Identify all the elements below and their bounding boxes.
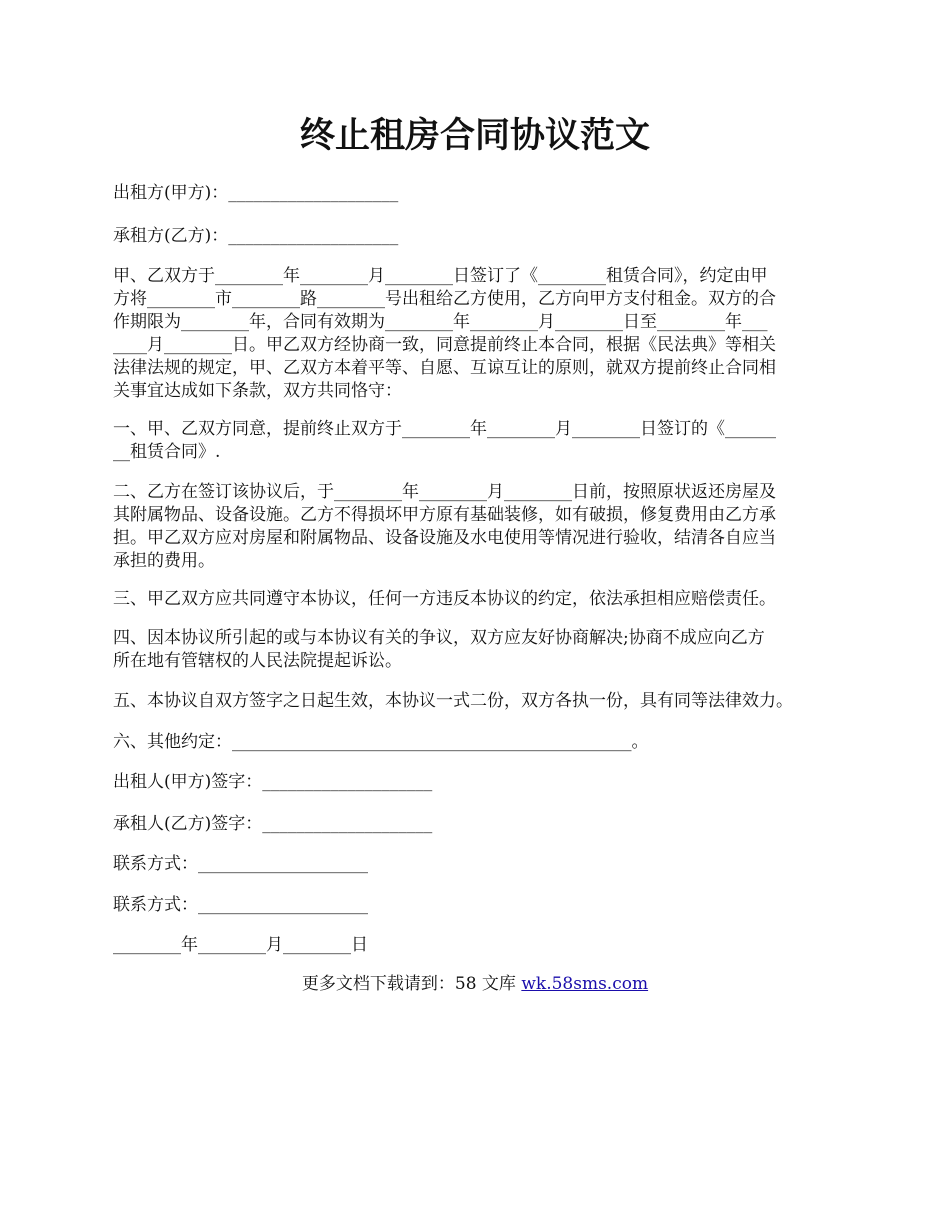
clause-2-line-4: 承担的费用。 bbox=[113, 551, 215, 571]
clause-6-other-terms: 六、其他约定：_______________________________________________。 bbox=[113, 732, 649, 752]
clause-4-line-2: 所在地有管辖权的人民法院提起诉讼。 bbox=[113, 651, 402, 671]
clause-4-line-1: 四、因本协议所引起的或与本协议有关的争议，双方应友好协商解决;协商不成应向乙方 bbox=[113, 628, 765, 648]
clause-2-line-1: 二、乙方在签订该协议后，于________年________月________日前，按照原状返还房屋及 bbox=[113, 482, 776, 502]
intro-line-2: 方将________市________路________号出租给乙方使用，乙方向甲方支付租金。双方的合 bbox=[113, 289, 776, 309]
intro-line-4: ____月________日。甲乙双方经协商一致，同意提前终止本合同，根据《民法典》等相关 bbox=[113, 335, 776, 355]
date-field: ________年________月________日 bbox=[113, 935, 368, 955]
intro-line-1: 甲、乙双方于________年________月________日签订了《________租赁合同》，约定由甲 bbox=[113, 266, 768, 286]
footer-link[interactable]: wk.58sms.com bbox=[521, 974, 649, 994]
intro-line-6: 关事宜达成如下条款，双方共同恪守： bbox=[113, 381, 402, 401]
clause-3: 三、甲乙双方应共同遵守本协议，任何一方违反本协议的约定，依法承担相应赔偿责任。 bbox=[113, 589, 776, 609]
clause-5: 五、本协议自双方签字之日起生效，本协议一式二份，双方各执一份，具有同等法律效力。 bbox=[113, 691, 793, 711]
intro-line-3: 作期限为________年，合同有效期为________年________月________日至________年___ bbox=[113, 312, 768, 332]
lessor-signature-field: 出租人(甲方)签字：____________________ bbox=[113, 772, 433, 792]
clause-2-line-3: 担。甲乙双方应对房屋和附属物品、设备设施及水电使用等情况进行验收，结清各自应当 bbox=[113, 528, 776, 548]
lessor-field: 出租方(甲方)：____________________ bbox=[113, 183, 399, 203]
contact-field-2: 联系方式：____________________ bbox=[113, 895, 368, 915]
clause-1-line-2: __租赁合同》. bbox=[113, 442, 221, 462]
lessee-field: 承租方(乙方)：____________________ bbox=[113, 226, 399, 246]
contact-field-1: 联系方式：____________________ bbox=[113, 854, 368, 874]
lessee-signature-field: 承租人(乙方)签字：____________________ bbox=[113, 814, 433, 834]
footer bbox=[0, 973, 950, 996]
footer-text: 更多文档下载请到：58 文库 bbox=[301, 974, 522, 994]
clause-2-line-2: 其附属物品、设备设施。乙方不得损坏甲方原有基础装修，如有破损，修复费用由乙方承 bbox=[113, 505, 776, 525]
intro-line-5: 法律法规的规定，甲、乙双方本着平等、自愿、互谅互让的原则，就双方提前终止合同相 bbox=[113, 358, 776, 378]
document-title: 终止租房合同协议范文 bbox=[299, 115, 650, 156]
clause-1-line-1: 一、甲、乙双方同意，提前终止双方于________年________月________日签订的《______ bbox=[113, 419, 776, 439]
